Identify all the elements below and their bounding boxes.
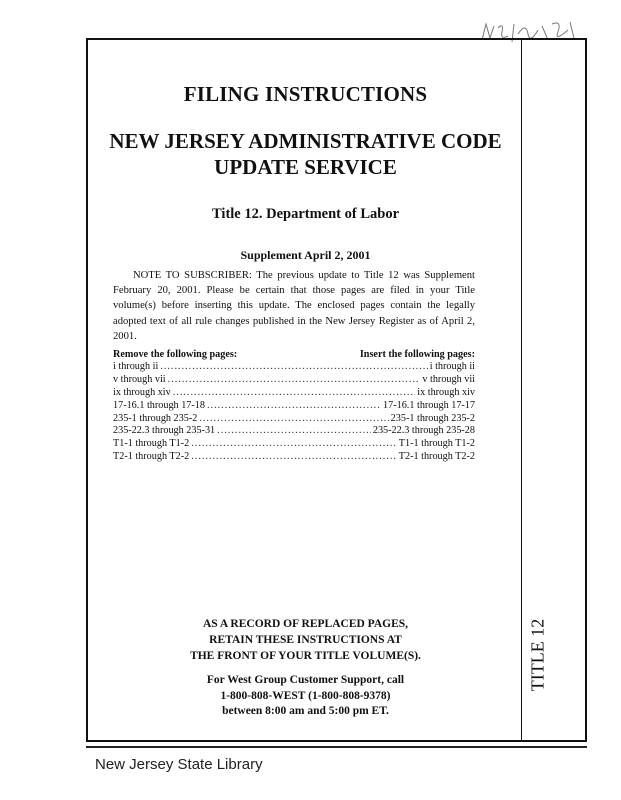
support-line1: For West Group Customer Support, call <box>206 674 405 686</box>
department-title: Title 12. Department of Labor <box>212 206 399 222</box>
table-row <box>113 400 475 413</box>
insert-pages: ix through xiv <box>417 386 475 398</box>
remove-pages: v through vii <box>113 373 166 385</box>
leader-dots <box>199 413 388 426</box>
filing-instructions-heading: FILING INSTRUCTIONS <box>183 82 428 106</box>
leader-dots <box>217 425 371 438</box>
leader-dots <box>160 361 427 374</box>
leader-dots <box>168 374 421 387</box>
table-row <box>113 374 475 387</box>
remove-pages: ix through xiv <box>113 386 171 398</box>
leader-dots <box>191 451 397 464</box>
spine-label <box>520 600 556 710</box>
leader-dots <box>191 438 397 451</box>
insert-header: Insert the following pages: <box>359 349 475 360</box>
table-row <box>113 361 475 374</box>
table-row <box>113 425 475 438</box>
supplement-date: Supplement April 2, 2001 <box>240 248 371 262</box>
remove-pages: T1-1 through T1-2 <box>113 438 190 450</box>
leader-dots <box>173 387 416 400</box>
remove-pages: 235-22.3 through 235-31 <box>113 425 216 437</box>
remove-pages: T2-1 through T2-2 <box>113 451 190 463</box>
support-hours: between 8:00 am and 5:00 pm ET. <box>222 705 389 717</box>
remove-pages: 17-16.1 through 17-18 <box>113 399 205 411</box>
table-row <box>113 387 475 400</box>
code-title <box>93 128 518 180</box>
remove-pages: i through ii <box>113 361 159 372</box>
remove-pages: 235-1 through 235-2 <box>113 412 198 424</box>
record-line3: THE FRONT OF YOUR TITLE VOLUME(S). <box>190 650 421 662</box>
page-replacement-table <box>113 348 475 464</box>
leader-dots <box>207 400 381 413</box>
remove-header: Remove the following pages: <box>113 349 238 360</box>
record-line2: RETAIN THESE INSTRUCTIONS AT <box>209 634 402 646</box>
insert-pages: T1-1 through T1-2 <box>398 438 475 450</box>
bottom-rule <box>86 746 587 748</box>
record-line1: AS A RECORD OF REPLACED PAGES, <box>202 618 409 630</box>
spine-title: TITLE 12 <box>527 618 548 692</box>
table-row <box>113 451 475 464</box>
library-stamp: New Jersey State Library <box>95 756 263 773</box>
code-title-line2: UPDATE SERVICE <box>214 155 397 179</box>
customer-support <box>113 673 498 720</box>
table-row <box>113 413 475 426</box>
insert-pages: 17-16.1 through 17-17 <box>383 399 475 411</box>
insert-pages: i through ii <box>429 361 475 372</box>
insert-pages: T2-1 through T2-2 <box>398 451 475 463</box>
code-title-line1: NEW JERSEY ADMINISTRATIVE CODE <box>109 129 502 153</box>
table-row <box>113 438 475 451</box>
table-header <box>113 348 475 361</box>
support-phone: 1-800-808-WEST (1-800-808-9378) <box>220 689 391 702</box>
record-instructions <box>113 616 498 664</box>
note-to-subscriber: NOTE TO SUBSCRIBER: The previous update to Title 12 was Supplement February 20, 2001. Please be certain that those pages are filed in your Title volume(s) before inserting this update. The enclosed pages contain the legally adopted text of all rule changes published in the New Jersey Register as of April 2, 2001. <box>113 270 475 342</box>
insert-pages: v through vii <box>422 373 475 385</box>
insert-pages: 235-22.3 through 235-28 <box>372 425 475 437</box>
insert-pages: 235-1 through 235-2 <box>390 412 475 424</box>
